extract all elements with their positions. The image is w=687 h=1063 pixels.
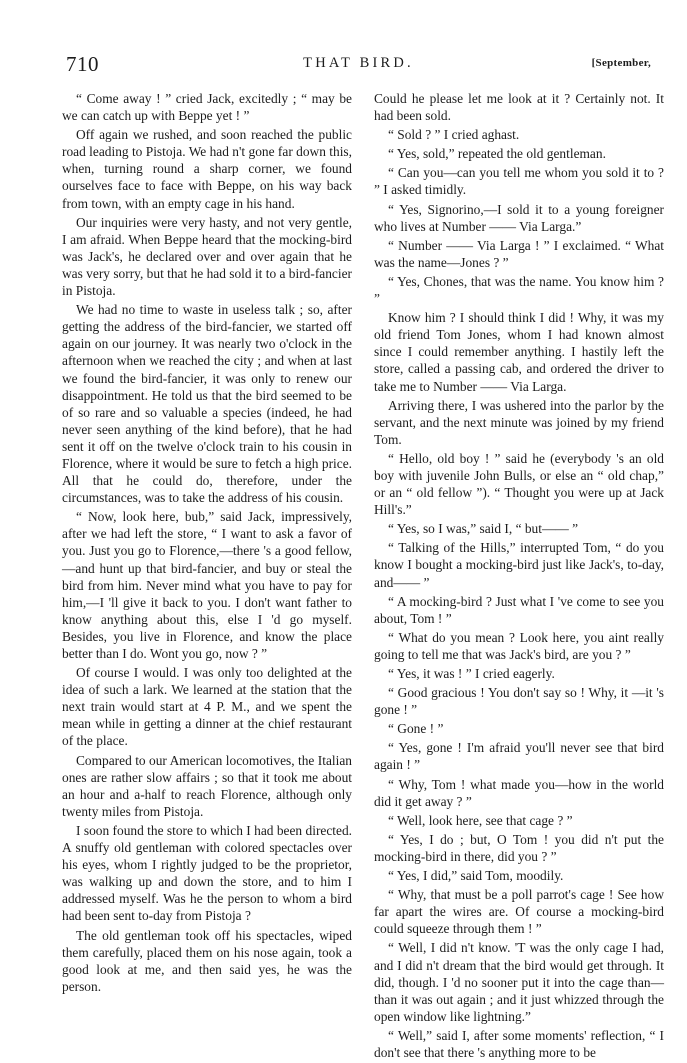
paragraph: “ Can you—can you tell me whom you sold it to ? ” I asked timidly.: [374, 165, 664, 198]
left-column: [62, 90, 352, 997]
paragraph: “ Yes, gone ! I'm afraid you'll never see that bird again ! ”: [374, 740, 664, 773]
paragraph: “ Number —— Via Larga ! ” I exclaimed. “ What was the name—Jones ? ”: [374, 237, 664, 270]
paragraph: Know him ? I should think I did ! Why, it was my old friend Tom Jones, whom I had known almost since I could remember anything. I hastily left the store, called a passing cab, and ordered the driver to take me to Number —— Via Larga.: [374, 310, 664, 394]
paragraph: We had no time to waste in useless talk ; so, after getting the address of the bird-fancier, we started off again on our journey. It was nearly two o'clock in the afternoon when we reached the city ; and when at last we found the bird-fancier, it was only to renew our disappointment. He told us that the bird seemed to be of so rare and so valuable a species (indeed, he had never seen anything of the kind before), that he had sent it off on the twelve o'clock train to his cousin in Florence, where it would be sure to fetch a high price. All that he could do, therefore, under the circumstances, was to take the address of his cousin.: [62, 302, 352, 506]
paragraph: “ Yes, it was ! ” I cried eagerly.: [388, 666, 555, 681]
paragraph: “ Why, Tom ! what made you—how in the world did it get away ? ”: [374, 776, 664, 809]
paragraph: “ Yes, Signorino,—I sold it to a young foreigner who lives at Number —— Via Larga.”: [374, 201, 664, 234]
paragraph: “ Now, look here, bub,” said Jack, impressively, after we had left the store, “ I want to ask a favor of you. Just you go to Florence,—there 's a good fellow,—and hunt up that bird-fancier, and buy or steal the bird from him. Never mind what you have to pay for him,—I 'll give it back to you. I don't want father to know anything about this, else I 'd go myself. Besides, you live in Florence, and know the place better than I do. Wont you go, now ? ”: [62, 509, 352, 661]
paragraph: “ Good gracious ! You don't say so ! Why, it —it 's gone ! ”: [374, 685, 664, 718]
page-number: 710: [66, 52, 99, 76]
running-title: THAT BIRD.: [303, 55, 414, 71]
paragraph: Arriving there, I was ushered into the parlor by the servant, and the next minute was joined by my friend Tom.: [374, 397, 664, 447]
paragraph: “ Talking of the Hills,” interrupted Tom, “ do you know I bought a mocking-bird just like Jack's, to-day, and—— ”: [374, 540, 664, 590]
paragraph: “ What do you mean ? Look here, you aint really going to tell me that was Jack's bird, are you ? ”: [374, 629, 664, 662]
paragraph: “ Gone ! ”: [388, 721, 444, 737]
paragraph: “ Yes, so I was,” said I, “ but—— ”: [388, 521, 579, 537]
paragraph: “ Yes, Chones, that was the name. You know him ? ”: [374, 273, 664, 307]
paragraph: “ Yes, I do ; but, O Tom ! you did n't put the mocking-bird in there, did you ? ”: [374, 831, 664, 864]
paragraph: Off again we rushed, and soon reached the public road leading to Pistoja. We had n't gone far down this, when, turning round a sharp corner, we found ourselves face to face with Beppe, on his way back from town, with an empty cage in his hand.: [62, 127, 352, 211]
paragraph: I soon found the store to which I had been directed. A snuffy old gentleman with colored spectacles over his eyes, whom I rightly judged to be the proprietor, was walking up and down the store, and to him I addressed myself. Was he the person to whom a bird had been sent to-day from Pistoja ?: [62, 822, 352, 924]
paragraph: Our inquiries were very hasty, and not very gentle, I am afraid. When Beppe heard that the mocking-bird was Jack's, he declared over and over again that he was very sorry, but that he had sold it to a bird-fancier in Pistoja.: [62, 214, 352, 299]
paragraph: The old gentleman took off his spectacles, wiped them carefully, placed them on his nose again, took a good look at me, and then said yes, he was the person.: [62, 927, 352, 994]
paragraph: “ Well, look here, see that cage ? ”: [388, 812, 573, 828]
paragraph: “ Come away ! ” cried Jack, excitedly ; “ may be we can catch up with Beppe yet ! ”: [62, 91, 352, 124]
paragraph: Compared to our American locomotives, the Italian ones are rather slow affairs ; so that it took me about an hour and a-half to reach Florence, although only twenty miles from Pistoja.: [62, 752, 352, 819]
paragraph: “ Yes, I did,” said Tom, moodily.: [388, 868, 564, 884]
paragraph-continued: Could he please let me look at it ? Certainly not. It had been sold.: [374, 91, 664, 124]
right-column: [374, 90, 664, 1063]
paragraph: “ Well, I did n't know. 'T was the only cage I had, and I did n't dream that the bird would get through. It did, though. I 'd no sooner put it into the cage than—than it was out again ; and it just whizzed through the open window like lightning.”: [374, 940, 664, 1024]
paragraph: “ Why, that must be a poll parrot's cage ! See how far apart the wires are. Of course a mocking-bird could squeeze through them ! ”: [374, 887, 664, 937]
paragraph: “ A mocking-bird ? Just what I 've come to see you about, Tom ! ”: [374, 593, 664, 626]
paragraph: “ Sold ? ” I cried aghast.: [388, 127, 520, 143]
paragraph: “ Yes, sold,” repeated the old gentleman.: [388, 146, 606, 162]
running-month: [September,: [591, 57, 651, 69]
running-header: [66, 52, 651, 76]
paragraph: “ Well,” said I, after some moments' reflection, “ I don't see that there 's anything more to be: [374, 1027, 664, 1060]
paragraph: “ Hello, old boy ! ” said he (everybody 's an old boy with juvenile John Bulls, or else an “ old chap,” or an “ old fellow ”). “ Thought you were up at Jack Hill's.”: [374, 450, 664, 518]
paragraph: Of course I would. I was only too delighted at the idea of such a lark. We learned at the station that the next train would start at 4 P. M., and we spent the mean while in getting a dinner at the chief restaurant of the place.: [62, 665, 352, 749]
